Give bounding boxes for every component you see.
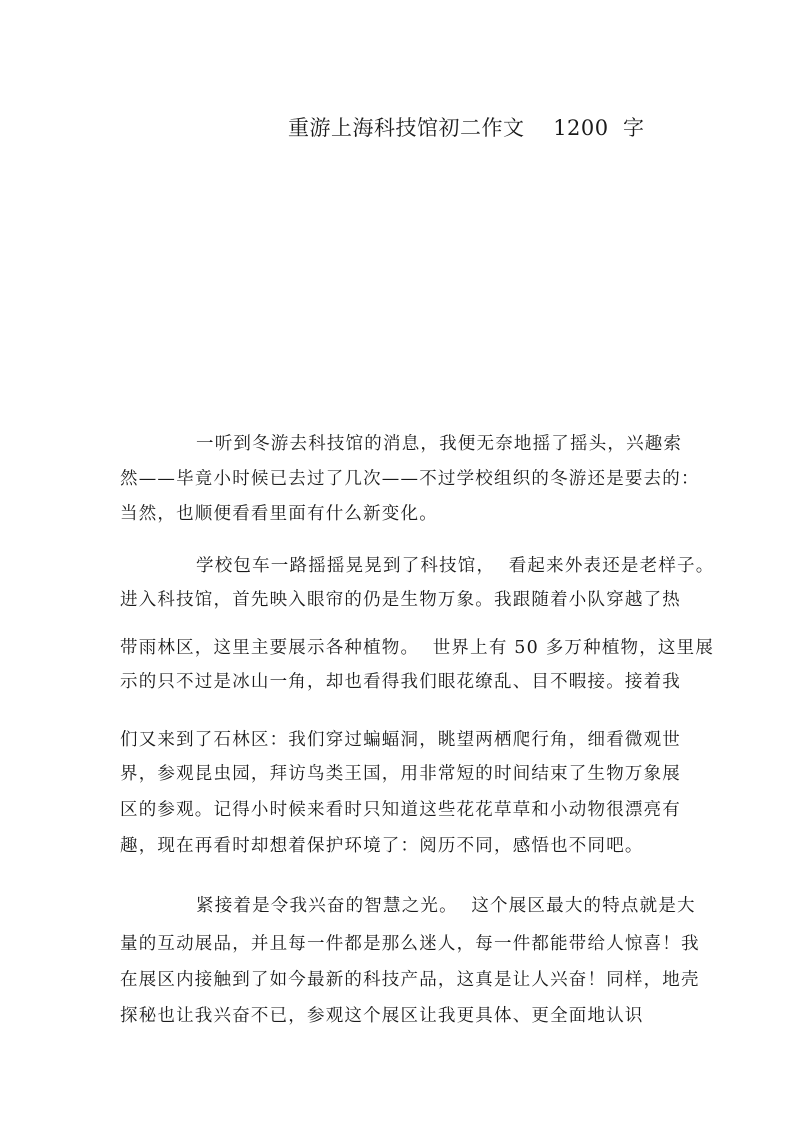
paragraph-line: 紧接着是令我兴奋的智慧之光。 这个展区最大的特点就是大 <box>196 896 696 916</box>
paragraph-line: 界，参观昆虫园，拜访鸟类王国，用非常短的时间结束了生物万象展 <box>120 764 681 784</box>
paragraph-line: 们又来到了石林区：我们穿过蝙蝠洞，眺望两栖爬行角，细看微观世 <box>120 730 681 750</box>
paragraph-line: 学校包车一路摇摇晃晃到了科技馆， 看起来外表还是老样子。 <box>196 556 715 576</box>
paragraph-line: 示的只不过是冰山一角，却也看得我们眼花缭乱、目不暇接。接着我 <box>120 672 681 692</box>
paragraph-line: 然——毕竟小时候已去过了几次——不过学校组织的冬游还是要去的： <box>120 469 700 489</box>
paragraph-line: 区的参观。记得小时候来看时只知道这些花花草草和小动物很漂亮有 <box>120 800 681 820</box>
paragraph-line: 探秘也让我兴奋不已，参观这个展区让我更具体、更全面地认识 <box>120 1006 644 1026</box>
paragraph-line: 带雨林区，这里主要展示各种植物。 世界上有 50 多万种植物，这里展 <box>120 638 715 658</box>
paragraph-line: 趣，现在再看时却想着保护环境了：阅历不同，感悟也不同吧。 <box>120 836 644 856</box>
paragraph-line: 在展区内接触到了如今最新的科技产品，这真是让人兴奋！同样，地壳 <box>120 970 700 990</box>
paragraph-line: 一听到冬游去科技馆的消息，我便无奈地摇了摇头，兴趣索 <box>196 434 683 454</box>
paragraph-line: 进入科技馆，首先映入眼帘的仍是生物万象。我跟随着小队穿越了热 <box>120 590 681 610</box>
document-title: 重游上海科技馆初二作文 1200 字 <box>288 116 645 140</box>
paragraph-line: 当然，也顺便看看里面有什么新变化。 <box>120 504 438 524</box>
paragraph-line: 量的互动展品，并且每一件都是那么迷人，每一件都能带给人惊喜！我 <box>120 934 700 954</box>
